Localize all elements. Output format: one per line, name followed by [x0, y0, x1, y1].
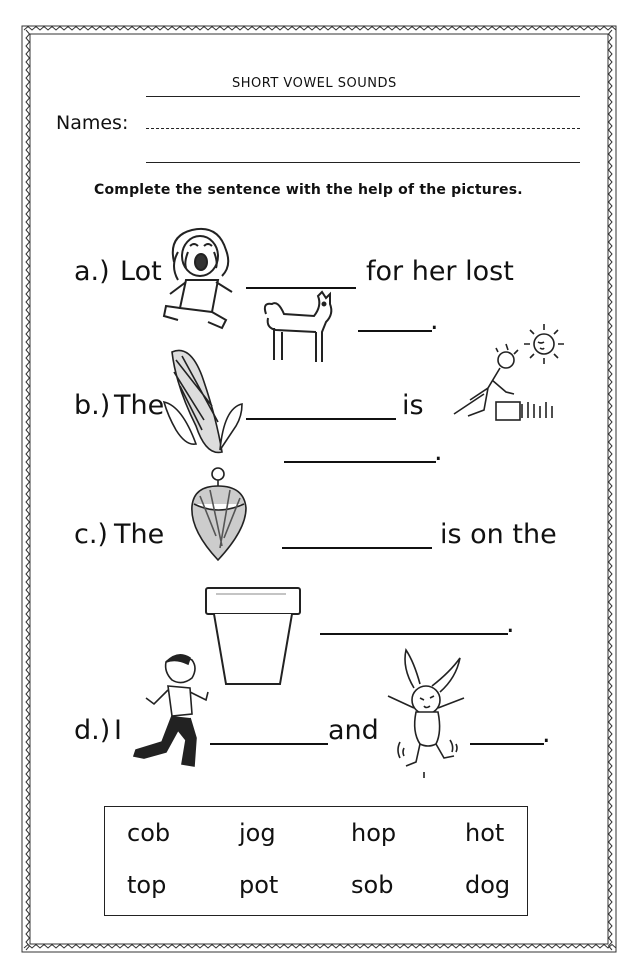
- names-line-1[interactable]: [146, 128, 580, 129]
- blank-b2[interactable]: [284, 461, 436, 463]
- word-bank-item[interactable]: pot: [239, 871, 279, 899]
- sentence-b-label: b.): [74, 390, 111, 421]
- blank-c1[interactable]: [282, 547, 432, 549]
- crying-girl-icon: [160, 222, 242, 330]
- sentence-d-label: d.): [74, 715, 111, 746]
- running-boy-icon: [132, 652, 214, 770]
- blank-c2[interactable]: [320, 633, 508, 635]
- sentence-b-end: .: [434, 436, 443, 467]
- sentence-a-label: a.): [74, 256, 110, 287]
- sentence-a-part2: for her lost: [366, 256, 514, 287]
- sentence-d-part1: I: [114, 715, 122, 746]
- word-bank-item[interactable]: hop: [351, 819, 397, 847]
- dog-icon: [256, 288, 336, 368]
- flower-pot-icon: [204, 584, 304, 688]
- blank-d2[interactable]: [470, 743, 544, 745]
- instruction-text: Complete the sentence with the help of the pictures.: [94, 182, 523, 198]
- worksheet-title: SHORT VOWEL SOUNDS: [232, 76, 397, 91]
- blank-d1[interactable]: [210, 743, 328, 745]
- sentence-b-part1: The: [114, 390, 165, 421]
- names-line-2[interactable]: [146, 162, 580, 163]
- sentence-b-part2: is: [402, 390, 424, 421]
- title-underline: [146, 96, 580, 97]
- blank-a2[interactable]: [358, 330, 432, 332]
- hot-sun-man-icon: [448, 318, 560, 430]
- word-bank-item[interactable]: jog: [239, 819, 276, 847]
- sentence-c-label: c.): [74, 519, 108, 550]
- sentence-a-end: .: [430, 305, 439, 336]
- sentence-c-part1: The: [114, 519, 165, 550]
- hopping-rabbit-icon: [384, 648, 468, 780]
- sentence-c-end: .: [506, 608, 515, 639]
- sentence-c-part2: is on the: [440, 519, 557, 550]
- word-bank-item[interactable]: sob: [351, 871, 394, 899]
- word-bank-box: [104, 806, 528, 916]
- names-label: Names:: [56, 112, 129, 134]
- sentence-a-part1: Lot: [120, 256, 162, 287]
- word-bank-item[interactable]: hot: [465, 819, 505, 847]
- corn-cob-icon: [162, 346, 246, 458]
- word-bank-item[interactable]: top: [127, 871, 167, 899]
- spinning-top-icon: [186, 466, 254, 566]
- blank-b1[interactable]: [246, 418, 396, 420]
- word-bank-item[interactable]: cob: [127, 819, 171, 847]
- sentence-d-part2: and: [328, 715, 379, 746]
- word-bank-item[interactable]: dog: [465, 871, 511, 899]
- sentence-d-end: .: [542, 718, 551, 749]
